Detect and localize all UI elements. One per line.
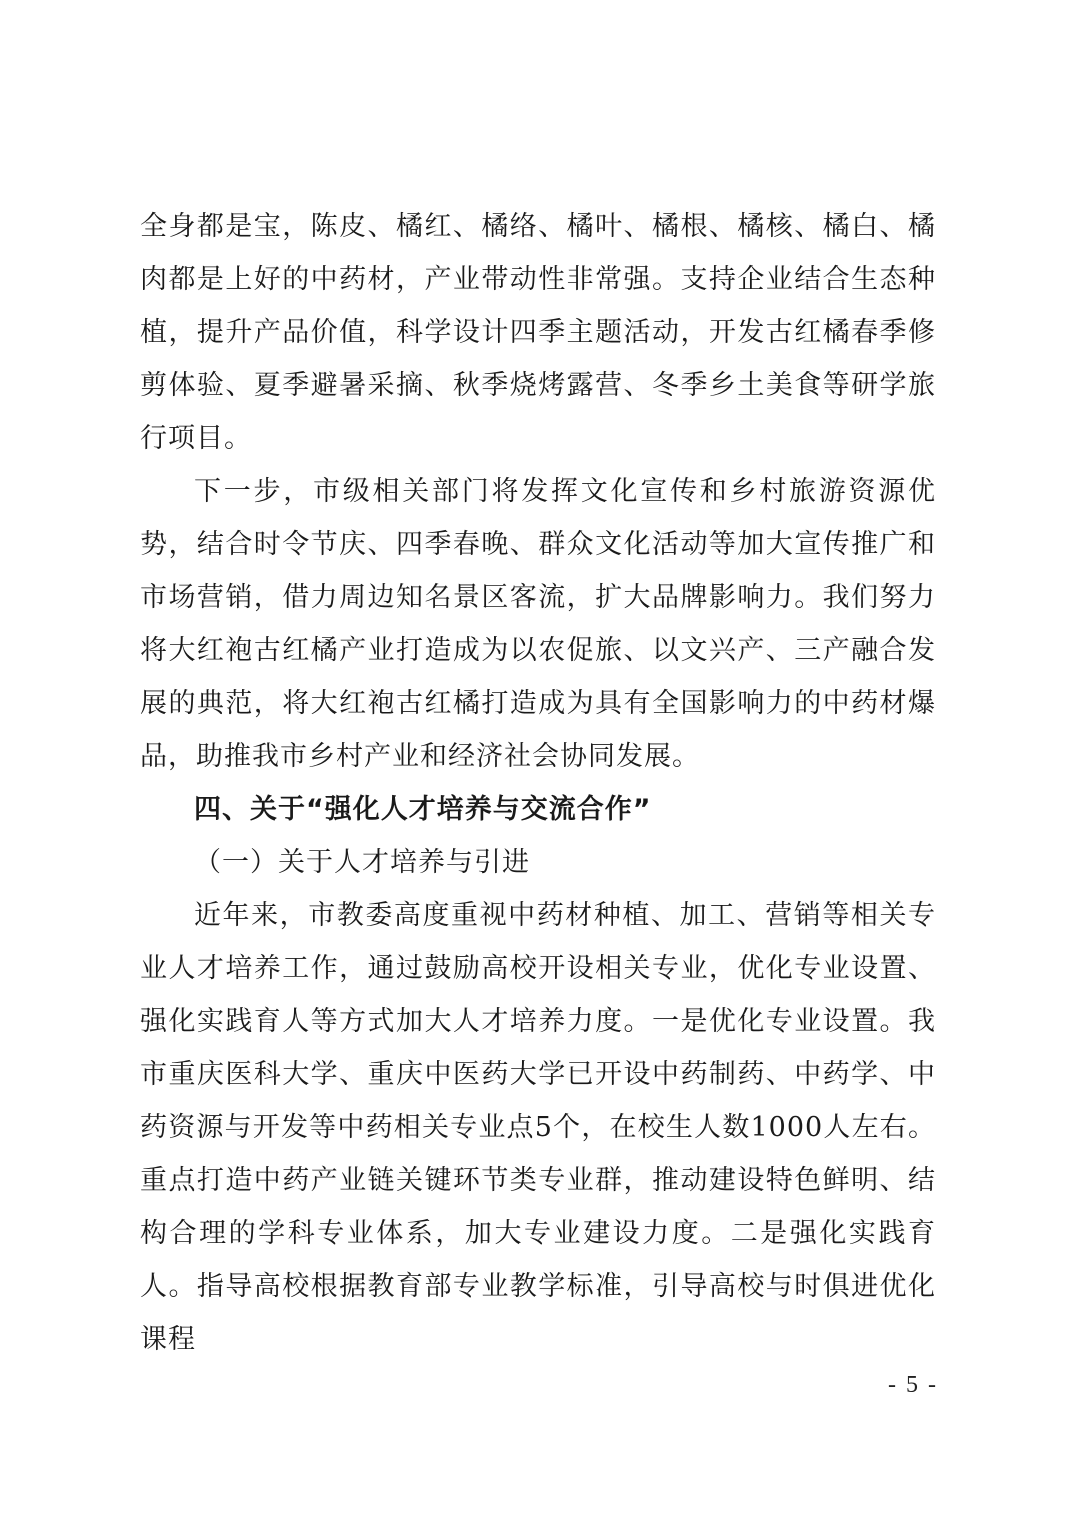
- subsection-heading: （一）关于人才培养与引进: [194, 847, 530, 878]
- section-heading: 四、关于“强化人才培养与交流合作”: [194, 794, 652, 825]
- page-number: - 5 -: [888, 1372, 938, 1398]
- paragraph-next-step: 下一步，市级相关部门将发挥文化宣传和乡村旅游资源优势，结合时令节庆、四季春晚、群众文化活动等加大宣传推广和市场营销，借力周边知名景区客流，扩大品牌影响力。我们努力将大红袍古红橘产业打造成为以农促旅、以文兴产、三产融合发展的典范，将大红袍古红橘打造成为具有全国影响力的中药材爆品，助推我市乡村产业和经济社会协同发展。: [140, 476, 936, 772]
- paragraph-continued: 全身都是宝，陈皮、橘红、橘络、橘叶、橘根、橘核、橘白、橘肉都是上好的中药材，产业带动性非常强。支持企业结合生态种植，提升产品价值，科学设计四季主题活动，开发古红橘春季修剪体验、夏季避暑采摘、秋季烧烤露营、冬季乡土美食等研学旅行项目。: [140, 211, 936, 454]
- page-content: [140, 200, 936, 1366]
- paragraph-talent-training: 近年来，市教委高度重视中药材种植、加工、营销等相关专业人才培养工作，通过鼓励高校开设相关专业，优化专业设置、强化实践育人等方式加大人才培养力度。一是优化专业设置。我市重庆医科大学、重庆中医药大学已开设中药制药、中药学、中药资源与开发等中药相关专业点5个，在校生人数1000人左右。重点打造中药产业链关键环节类专业群，推动建设特色鲜明、结构合理的学科专业体系，加大专业建设力度。二是强化实践育人。指导高校根据教育部专业教学标准，引导高校与时俱进优化课程: [140, 900, 936, 1355]
